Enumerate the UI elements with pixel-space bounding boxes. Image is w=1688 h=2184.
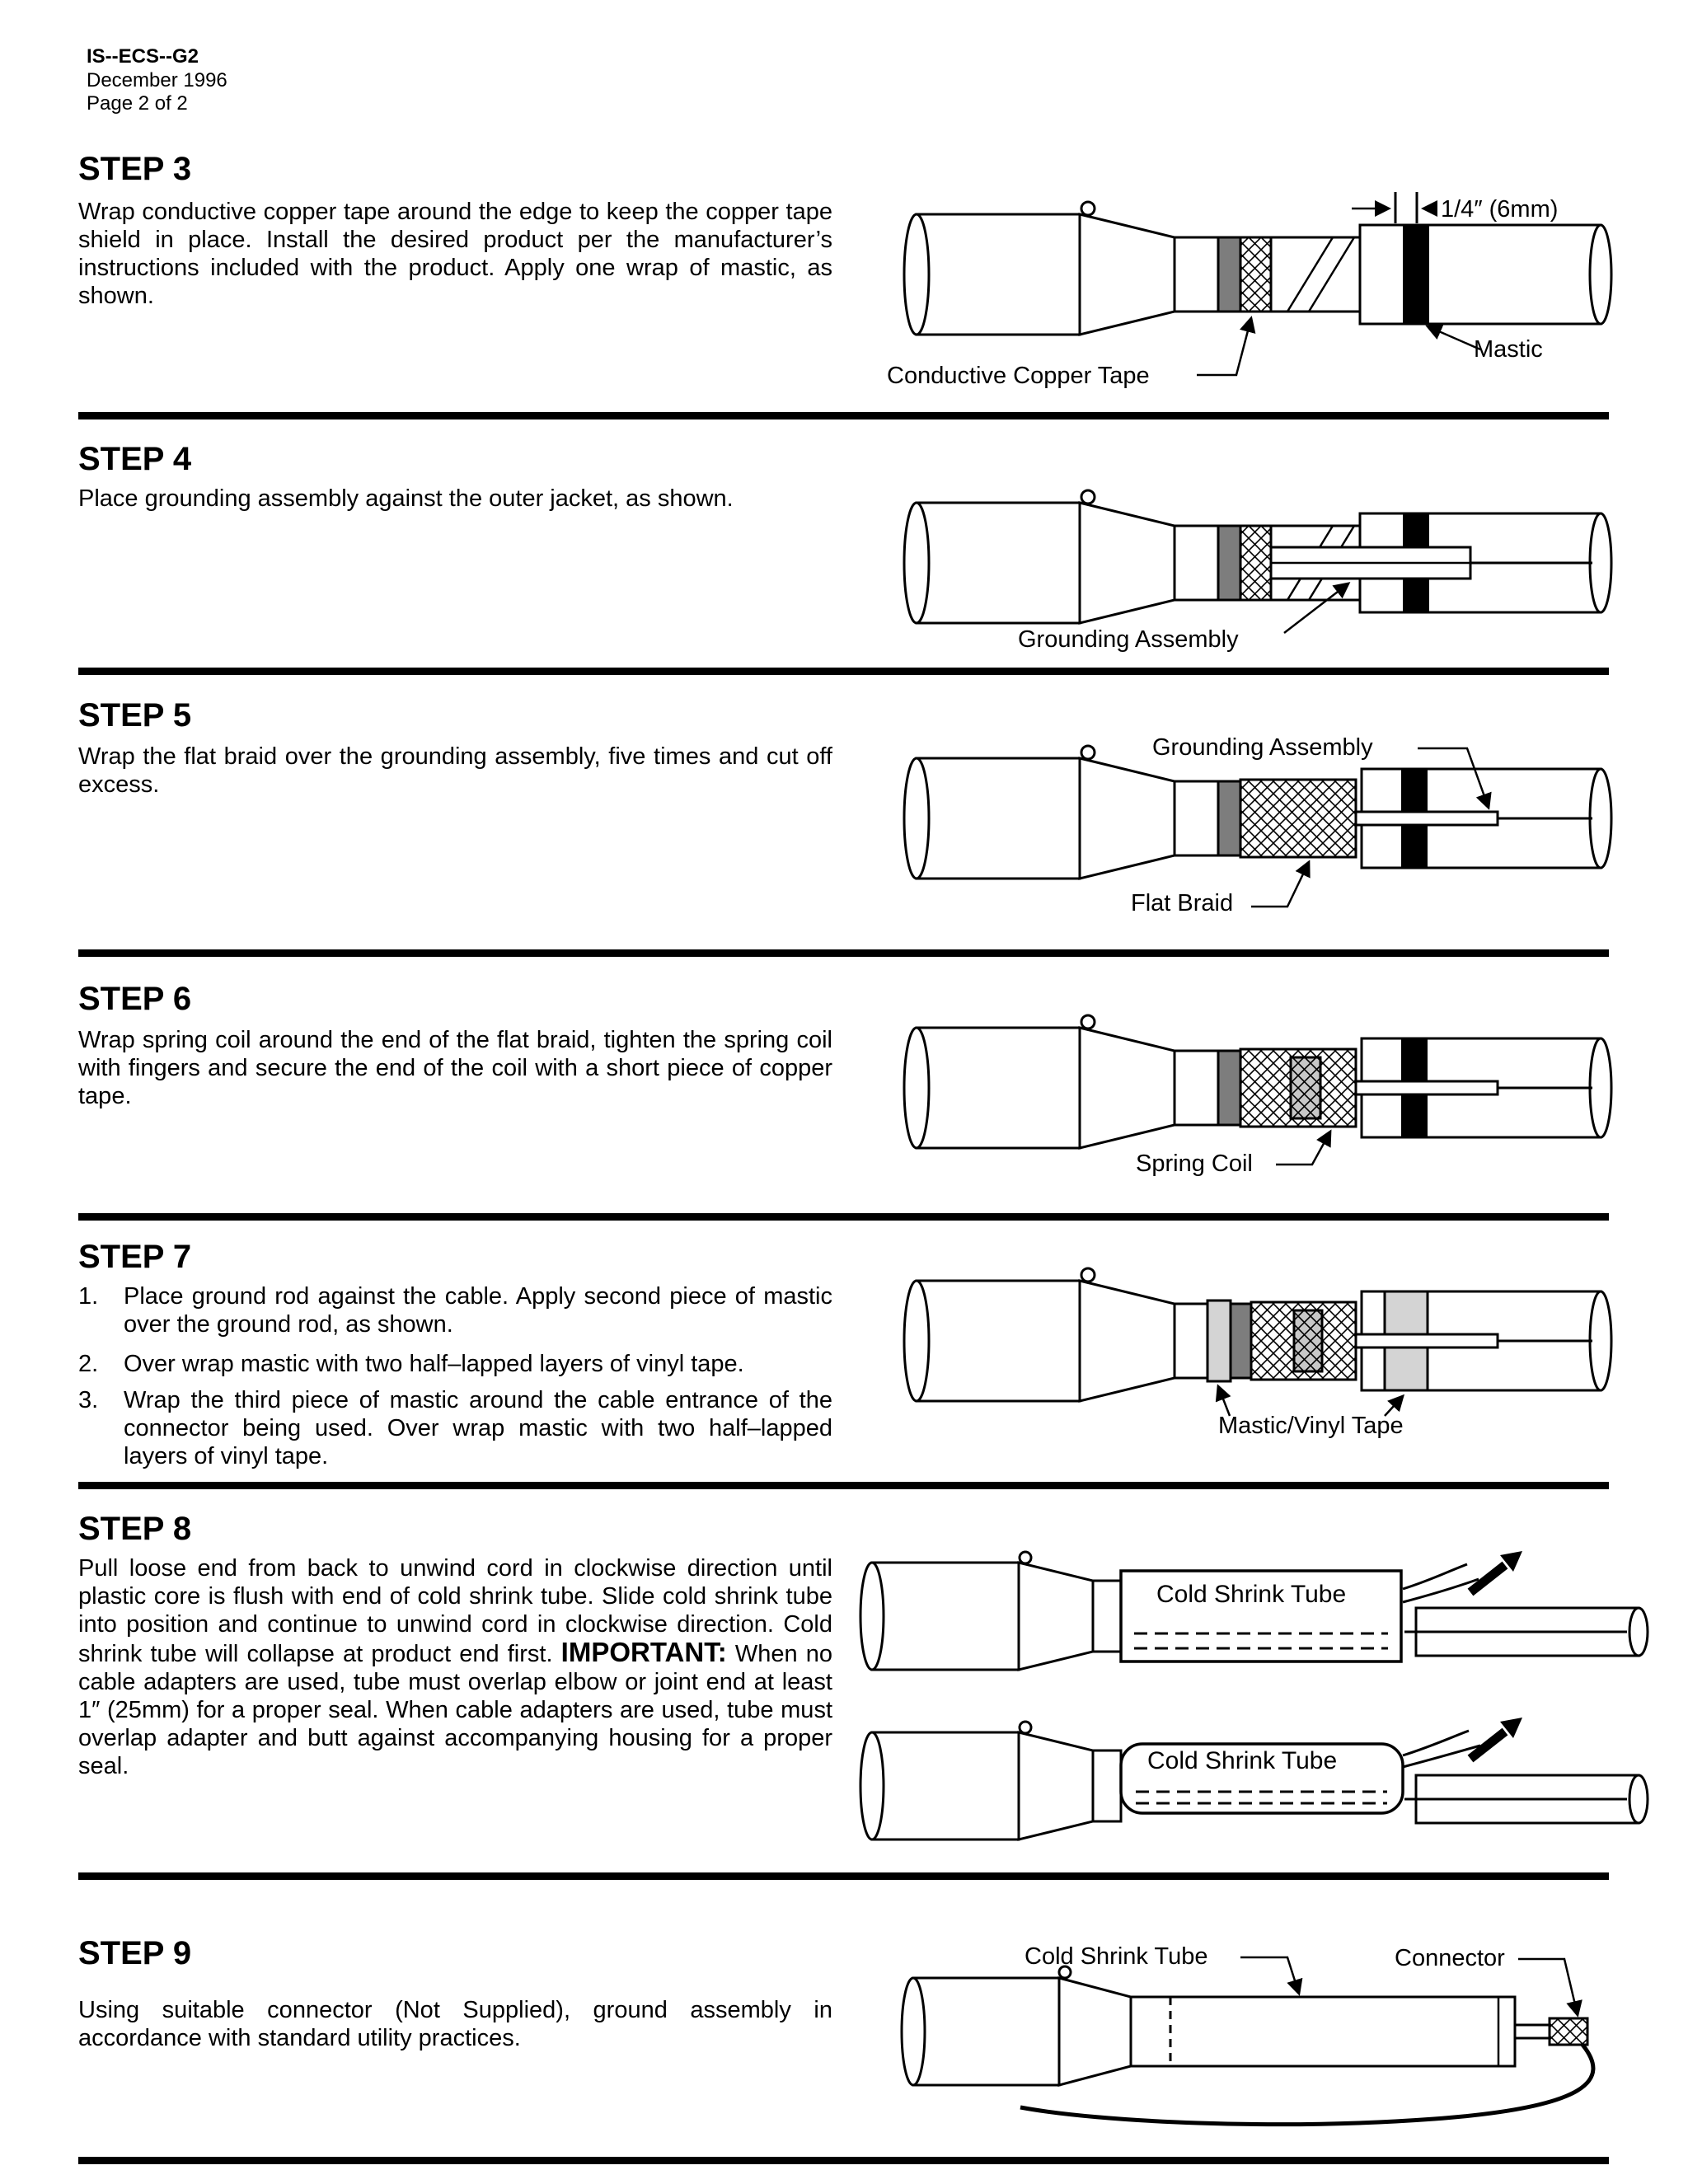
step5-body: Wrap the flat braid over the grounding assembly, five times and cut off excess. bbox=[78, 743, 832, 798]
item-text: Wrap the third piece of mastic around the cable entrance of the connector being used. Over wrap mastic with two half–lapped layers of vinyl tape. bbox=[124, 1387, 832, 1469]
cable-illustration bbox=[860, 1551, 1648, 1670]
step8-diagram-top bbox=[847, 1546, 1663, 1711]
cable-illustration bbox=[904, 1015, 1611, 1165]
divider bbox=[78, 412, 1609, 419]
cable-illustration bbox=[904, 490, 1611, 633]
step8-body bbox=[78, 1554, 832, 1780]
item-number: 1. bbox=[78, 1283, 99, 1310]
step5-title: STEP 5 bbox=[78, 697, 192, 733]
mastic-vinyl-tape-label: Mastic/Vinyl Tape bbox=[1218, 1413, 1404, 1439]
step8-title: STEP 8 bbox=[78, 1511, 192, 1547]
item-text: Place ground rod against the cable. Apply second piece of mastic over the ground rod, as shown. bbox=[124, 1283, 832, 1338]
cold-shrink-tube-label: Cold Shrink Tube bbox=[1025, 1943, 1208, 1970]
step7-diagram bbox=[890, 1254, 1615, 1475]
divider bbox=[78, 2157, 1609, 2164]
step5-diagram bbox=[890, 732, 1615, 934]
doc-page: Page 2 of 2 bbox=[87, 92, 188, 115]
step3-title: STEP 3 bbox=[78, 151, 192, 187]
cable-illustration bbox=[904, 746, 1611, 907]
grounding-assembly-label: Grounding Assembly bbox=[1018, 626, 1239, 653]
divider bbox=[78, 949, 1609, 957]
connector-label: Connector bbox=[1395, 1945, 1505, 1971]
cable-illustration bbox=[860, 1718, 1648, 1840]
step7-title: STEP 7 bbox=[78, 1239, 192, 1275]
cable-illustration bbox=[902, 1957, 1593, 2125]
cold-shrink-tube-label: Cold Shrink Tube bbox=[1156, 1581, 1347, 1608]
step4-title: STEP 4 bbox=[78, 441, 192, 477]
mastic-label: Mastic bbox=[1474, 336, 1543, 363]
spring-coil-label: Spring Coil bbox=[1136, 1151, 1253, 1177]
doc-id: IS--ECS--G2 bbox=[87, 45, 199, 68]
cable-illustration bbox=[904, 1268, 1611, 1416]
step3-body: Wrap conductive copper tape around the edge to keep the copper tape shield in place. Install the desired product per the manufacturer’s instructions included with the product. Apply one wrap of mastic, as shown. bbox=[78, 199, 832, 309]
step7-item-2 bbox=[78, 1350, 832, 1378]
conductive-copper-tape-label: Conductive Copper Tape bbox=[887, 363, 1150, 389]
step6-diagram bbox=[890, 1001, 1615, 1203]
dimension-label: 1/4″ (6mm) bbox=[1441, 196, 1559, 223]
step7-item-3 bbox=[78, 1386, 832, 1470]
item-number: 3. bbox=[78, 1387, 99, 1413]
step6-title: STEP 6 bbox=[78, 981, 192, 1017]
step9-body: Using suitable connector (Not Supplied), ground assembly in accordance with standard utility practices. bbox=[78, 1997, 832, 2051]
step8-diagram-bottom bbox=[847, 1716, 1663, 1881]
step9-diagram bbox=[890, 1933, 1632, 2168]
step6-body: Wrap spring coil around the end of the flat braid, tighten the spring coil with fingers and secure the end of the coil with a short piece of copper tape. bbox=[78, 1027, 832, 1109]
doc-date: December 1996 bbox=[87, 69, 227, 91]
step8-body-part1: Pull loose end from back to unwind cord in clockwise direction until plastic core is flush with end of cold shrink tube. Slide cold shrink tube into position and continue to unwind cord in clockwise direction. Cold shrink tube will collapse at product end first. bbox=[78, 1555, 832, 1667]
step7-item-1 bbox=[78, 1282, 832, 1338]
flat-braid-label: Flat Braid bbox=[1131, 890, 1234, 916]
step8-body-part2: When no cable adapters are used, tube must overlap elbow or joint end at least 1″ (25mm) for a proper seal. When cable adapters are used, tube must overlap adapter and butt against accompanying housing for a proper seal. bbox=[78, 1641, 832, 1779]
item-number: 2. bbox=[78, 1351, 99, 1377]
item-text: Over wrap mastic with two half–lapped layers of vinyl tape. bbox=[124, 1351, 744, 1377]
divider bbox=[78, 1213, 1609, 1221]
important-label: IMPORTANT: bbox=[560, 1637, 727, 1667]
grounding-assembly-label: Grounding Assembly bbox=[1152, 734, 1373, 761]
cold-shrink-tube-label: Cold Shrink Tube bbox=[1147, 1747, 1338, 1774]
step4-body: Place grounding assembly against the outer jacket, as shown. bbox=[78, 485, 734, 512]
divider bbox=[78, 668, 1609, 675]
step4-diagram bbox=[890, 476, 1615, 678]
divider bbox=[78, 1872, 1609, 1880]
step9-title: STEP 9 bbox=[78, 1935, 192, 1971]
divider bbox=[78, 1482, 1609, 1489]
